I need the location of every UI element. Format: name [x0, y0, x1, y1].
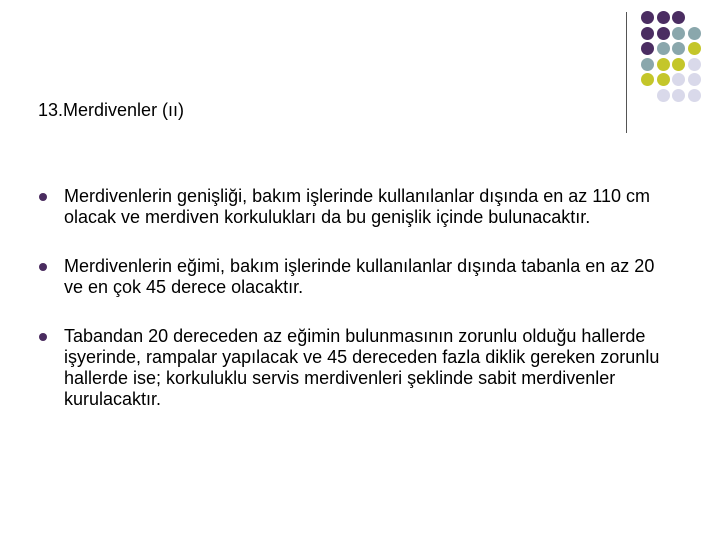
- decorative-dot: [672, 73, 685, 86]
- bullet-icon: [39, 193, 47, 201]
- vertical-divider: [626, 12, 627, 133]
- decorative-dot: [688, 89, 701, 102]
- decorative-dot: [657, 11, 670, 24]
- bullet-text: Merdivenlerin eğimi, bakım işlerinde kullanılanlar dışında tabanla en az 20 ve en çok 45 derece olacaktır.: [64, 256, 655, 297]
- bullet-item: [38, 186, 678, 228]
- decorative-dot: [688, 73, 701, 86]
- decorative-dot: [657, 89, 670, 102]
- decorative-dot: [641, 11, 654, 24]
- bullet-list: [38, 186, 678, 410]
- bullet-icon: [39, 263, 47, 271]
- decorative-dot: [672, 58, 685, 71]
- decorative-dot: [641, 27, 654, 40]
- decorative-dot: [641, 42, 654, 55]
- decorative-dot: [641, 73, 654, 86]
- decorative-dot: [657, 58, 670, 71]
- decorative-dot: [672, 27, 685, 40]
- decorative-dot: [688, 27, 701, 40]
- decorative-dot: [672, 11, 685, 24]
- decorative-dot: [657, 42, 670, 55]
- bullet-icon: [39, 333, 47, 341]
- bullet-text: Tabandan 20 dereceden az eğimin bulunmasının zorunlu olduğu hallerde işyerinde, rampalar yapılacak ve 45 dereceden fazla diklik gereken zorunlu hallerde ise; korkuluklu servis merdivenleri şeklinde sabit merdivenler kurulacaktır.: [64, 326, 660, 409]
- decorative-dot: [641, 58, 654, 71]
- decorative-dot: [672, 89, 685, 102]
- bullet-item: [38, 256, 678, 298]
- slide-title: 13.Merdivenler (ıı): [38, 100, 185, 120]
- bullet-text: Merdivenlerin genişliği, bakım işlerinde kullanılanlar dışında en az 110 cm olacak ve merdiven korkulukları da bu genişlik içinde bulunacaktır.: [64, 186, 650, 227]
- decorative-dot: [657, 73, 670, 86]
- decorative-dot: [657, 27, 670, 40]
- decorative-dot: [688, 42, 701, 55]
- decorative-dot: [688, 58, 701, 71]
- bullet-item: [38, 326, 678, 410]
- decorative-dot: [672, 42, 685, 55]
